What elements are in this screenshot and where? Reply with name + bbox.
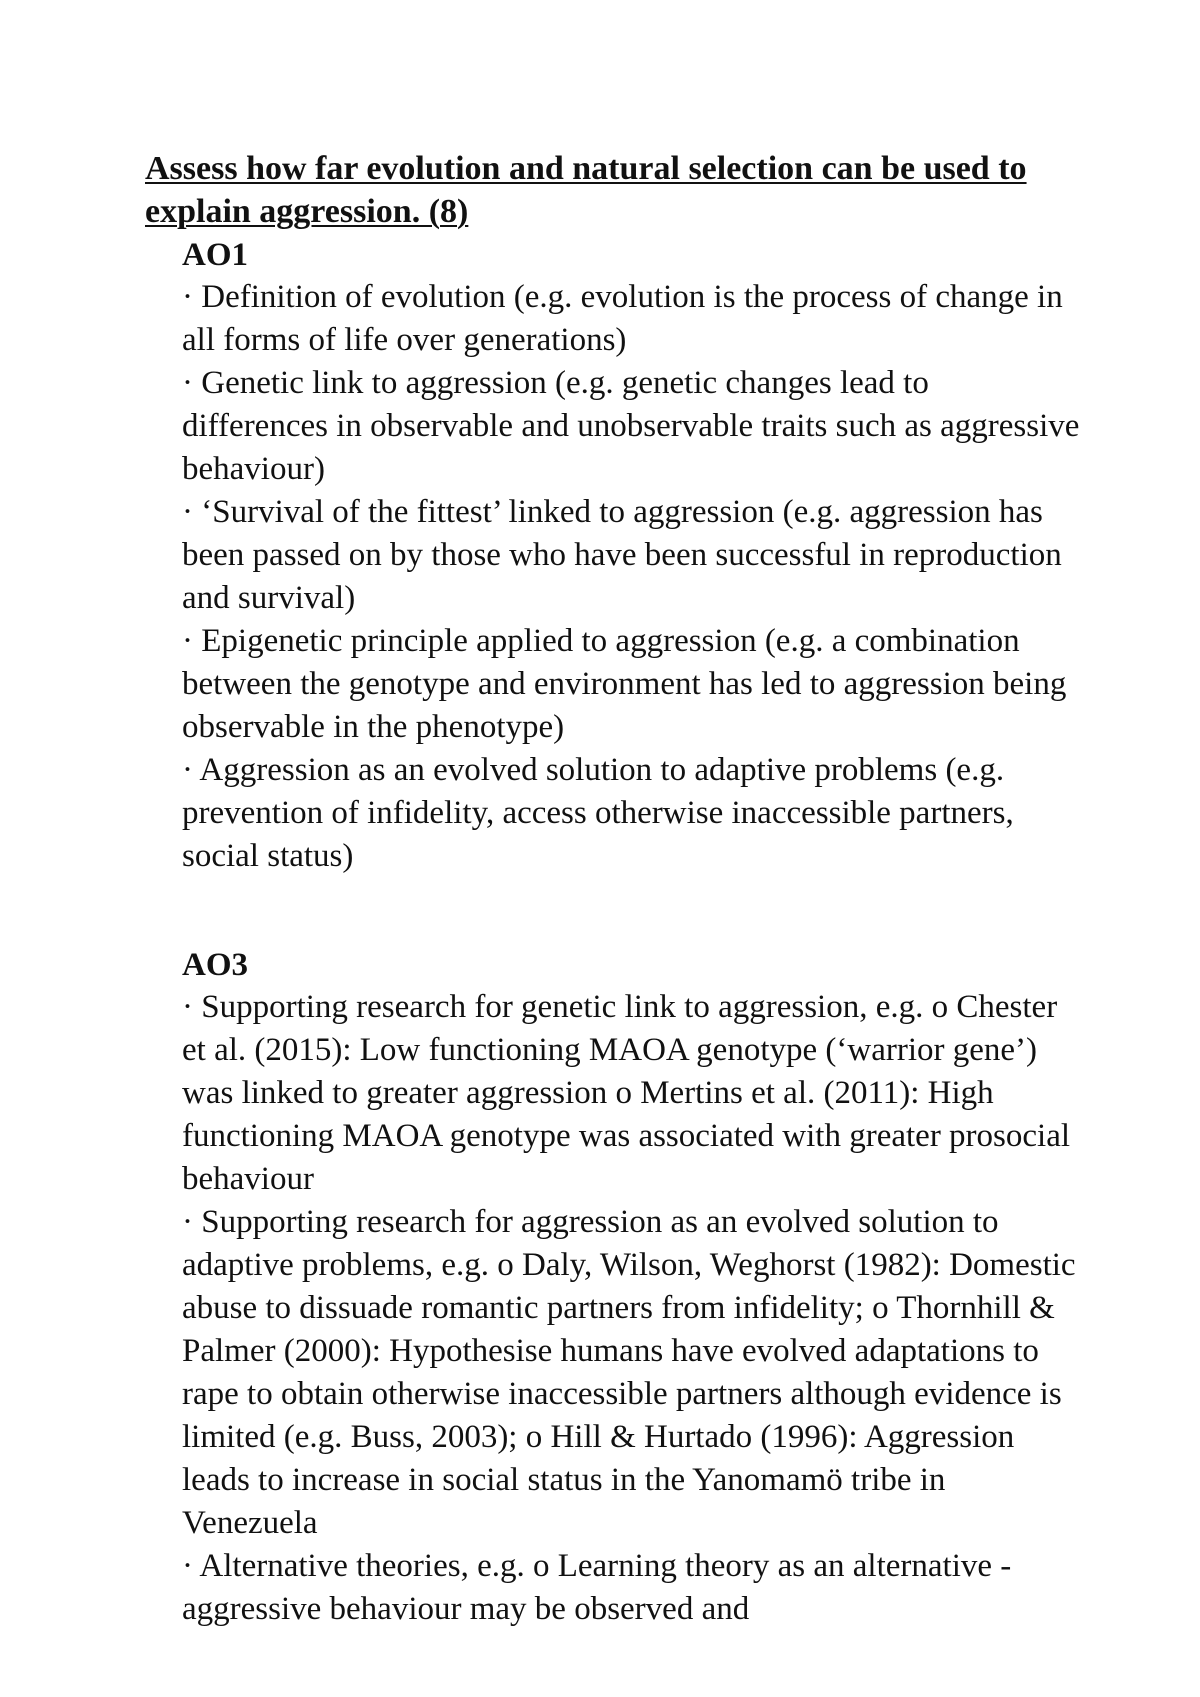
ao1-point: · ‘Survival of the fittest’ linked to aggression (e.g. aggression has been passed on by those who have been successful in reproduction and survival): [182, 494, 1062, 616]
ao1-point: · Definition of evolution (e.g. evolution is the process of change in all forms of life over generations): [182, 279, 1063, 358]
question-title: Assess how far evolution and natural selection can be used to explain aggression. (8): [145, 150, 1027, 230]
ao3-point: · Alternative theories, e.g. o Learning theory as an alternative - aggressive behaviour may be observed and: [182, 1548, 1012, 1627]
ao1-point: · Epigenetic principle applied to aggression (e.g. a combination between the genotype and environment has led to aggression being observable in the phenotype): [182, 623, 1067, 745]
ao1-point-list: [182, 276, 1082, 878]
ao1-point: · Aggression as an evolved solution to adaptive problems (e.g. prevention of infidelity, access otherwise inaccessible partners, social status): [182, 752, 1014, 874]
ao1-heading: AO1: [182, 237, 248, 273]
ao3-point: · Supporting research for aggression as an evolved solution to adaptive problems, e.g. o Daly, Wilson, Weghorst (1982): Domestic abuse to dissuade romantic partners from infidelity; o Thornhill & Palmer (2000): Hypothesise humans have evolved adaptations to rape to obtain otherwise inaccessible partners although evidence is limited (e.g. Buss, 2003); o Hill & Hurtado (1996): Aggression leads to increase in social status in the Yanomamö tribe in Venezuela: [182, 1204, 1076, 1541]
ao3-heading: AO3: [182, 947, 248, 983]
ao3-point: · Supporting research for genetic link to aggression, e.g. o Chester et al. (2015): Low functioning MAOA genotype (‘warrior gene’) was linked to greater aggression o Mertins et al. (2011): High functioning MAOA genotype was associated with greater prosocial behaviour: [182, 989, 1071, 1197]
ao1-point: · Genetic link to aggression (e.g. genetic changes lead to differences in observable and unobservable traits such as aggressive behaviour): [182, 365, 1080, 487]
ao3-point-list: [182, 986, 1082, 1631]
